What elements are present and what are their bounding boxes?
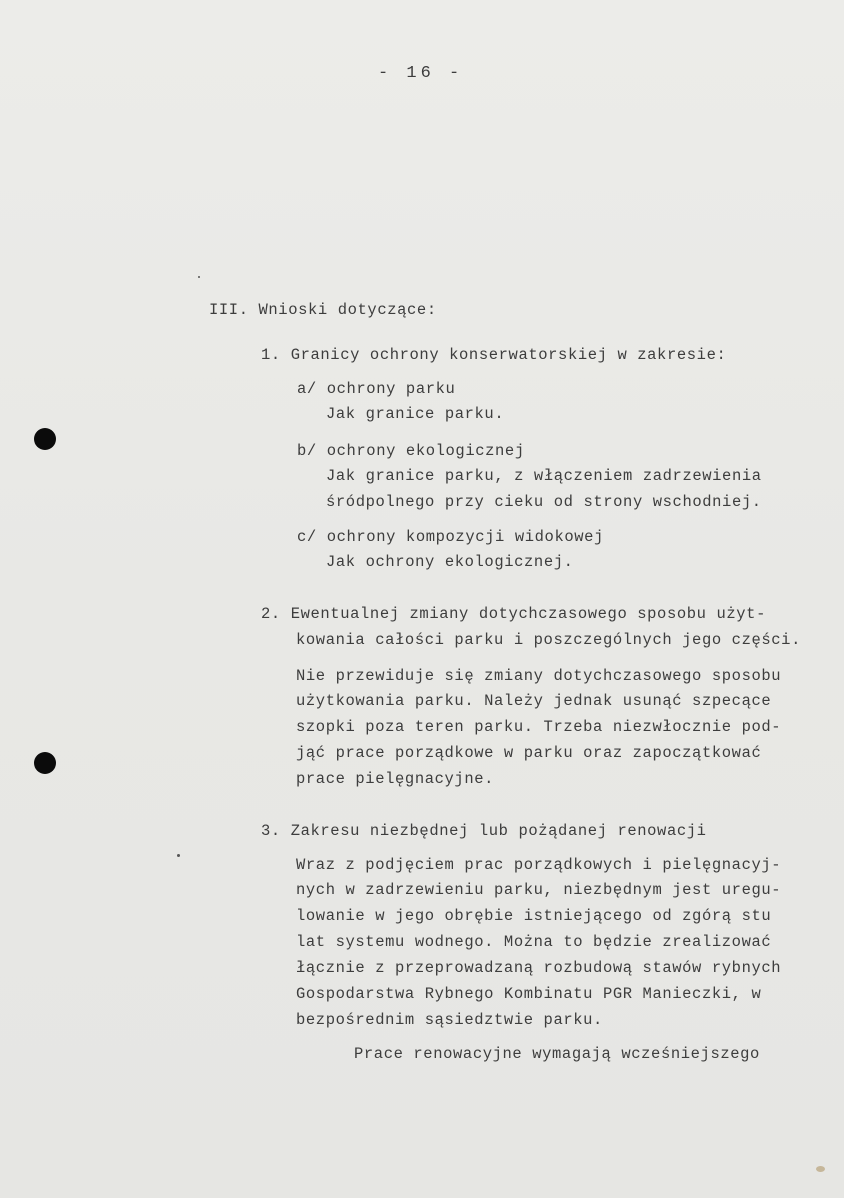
item2-title-1: 2. Ewentualnej zmiany dotychczasowego sposobu użyt-: [261, 605, 766, 623]
paper-speck: [198, 276, 200, 278]
section-heading: III. Wnioski dotyczące:: [209, 301, 437, 319]
punch-hole: [34, 428, 56, 450]
item1-b-label: b/ ochrony ekologicznej: [297, 442, 525, 460]
item1-a-text: Jak granice parku.: [326, 405, 505, 423]
item2-body-line: szopki poza teren parku. Trzeba niezwłocznie pod-: [296, 718, 782, 736]
item3-body-line: Wraz z podjęciem prac porządkowych i pielęgnacyj-: [296, 856, 782, 874]
item3-body-line: nych w zadrzewieniu parku, niezbędnym jest uregu-: [296, 881, 782, 899]
item3-last-line: Prace renowacyjne wymagają wcześniejszego: [354, 1045, 760, 1063]
item3-body-line: łącznie z przeprowadzaną rozbudową stawów rybnych: [296, 959, 782, 977]
item1-a-label: a/ ochrony parku: [297, 380, 456, 398]
item2-body-line: jąć prace porządkowe w parku oraz zapoczątkować: [296, 744, 762, 762]
item3-body-line: bezpośrednim sąsiedztwie parku.: [296, 1011, 603, 1029]
item2-title-2: kowania całości parku i poszczególnych jego części.: [296, 631, 801, 649]
item2-body-line: prace pielęgnacyjne.: [296, 770, 495, 788]
item2-body-line: użytkowania parku. Należy jednak usunąć szpecące: [296, 692, 772, 710]
item3-title: 3. Zakresu niezbędnej lub pożądanej renowacji: [261, 822, 707, 840]
item1-c-label: c/ ochrony kompozycji widokowej: [297, 528, 604, 546]
item3-body-line: lat systemu wodnego. Można to będzie zrealizować: [296, 933, 772, 951]
paper-stain: [816, 1166, 825, 1172]
paper-speck: [177, 854, 180, 857]
punch-hole: [34, 752, 56, 774]
item3-body-line: lowanie w jego obrębie istniejącego od zgórą stu: [296, 907, 772, 925]
page-number: - 16 -: [378, 64, 464, 83]
item1-b-text-2: śródpolnego przy cieku od strony wschodniej.: [326, 493, 762, 511]
item1-b-text-1: Jak granice parku, z włączeniem zadrzewienia: [326, 467, 762, 485]
item3-body-line: Gospodarstwa Rybnego Kombinatu PGR Manieczki, w: [296, 985, 762, 1003]
item1-title: 1. Granicy ochrony konserwatorskiej w zakresie:: [261, 346, 727, 364]
item2-body-line: Nie przewiduje się zmiany dotychczasowego sposobu: [296, 667, 782, 685]
item1-c-text: Jak ochrony ekologicznej.: [326, 553, 574, 571]
